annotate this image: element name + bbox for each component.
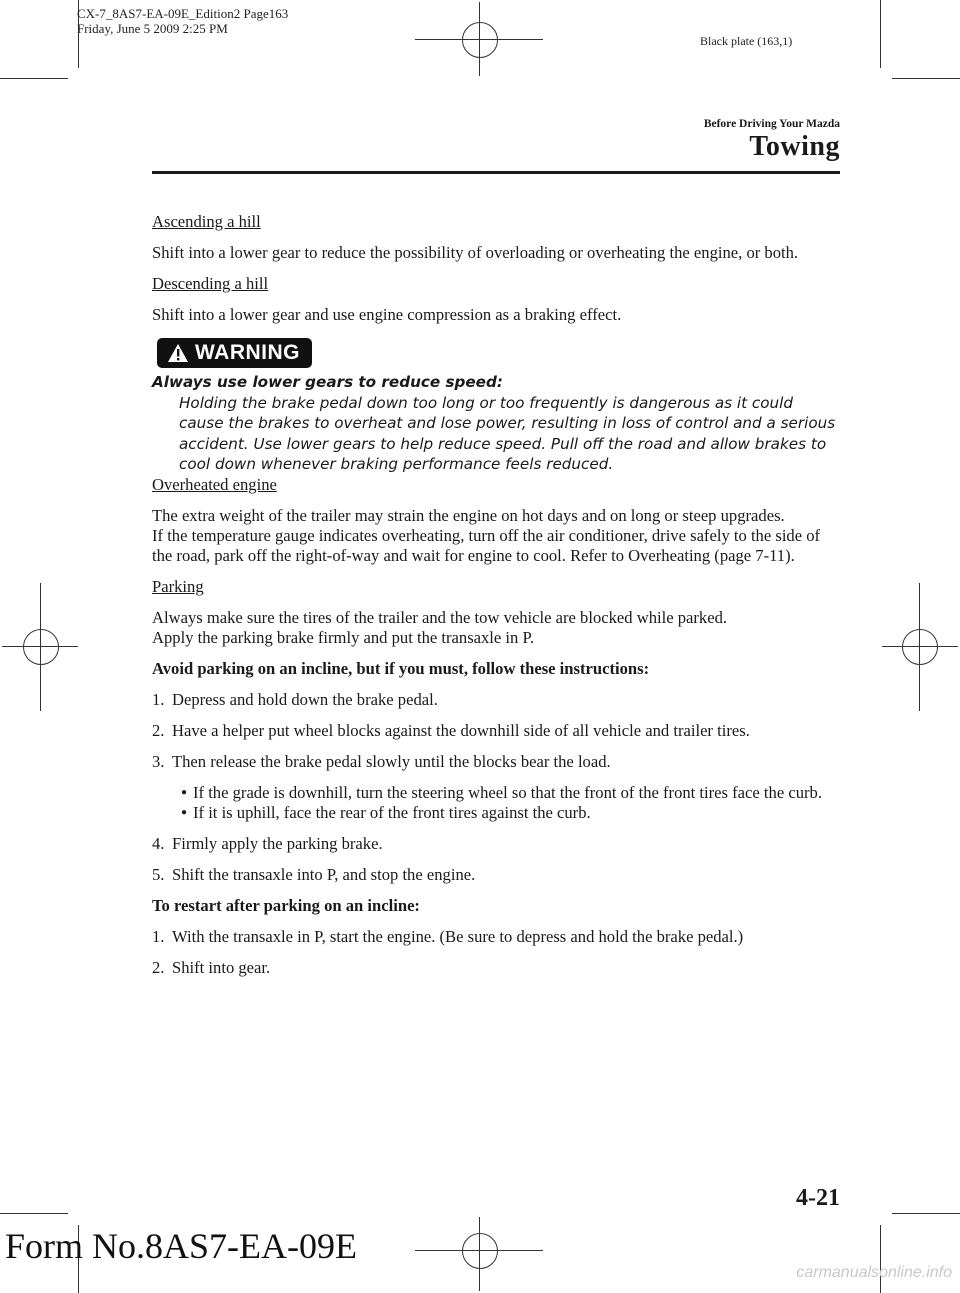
- parking-text-2: Apply the parking brake firmly and put the transaxle in P.: [152, 627, 535, 647]
- step-text: Then release the brake pedal slowly until the blocks bear the load.: [172, 751, 611, 771]
- page-number: 4-21: [796, 1185, 840, 1211]
- step-number: 2.: [152, 957, 165, 977]
- step-text: Depress and hold down the brake pedal.: [172, 689, 438, 709]
- restart-heading: To restart after parking on an incline:: [152, 895, 420, 915]
- bullet-item: [152, 803, 842, 823]
- print-job-file: CX-7_8AS7-EA-09E_Edition2 Page163: [77, 6, 289, 21]
- bullet-text: If the grade is downhill, turn the steering wheel so that the front of the front tires face the curb.: [193, 782, 822, 802]
- header-rule: [152, 171, 840, 174]
- step-text: With the transaxle in P, start the engine. (Be sure to depress and hold the brake pedal.): [172, 926, 744, 946]
- list-item: [152, 865, 842, 885]
- descending-text: Shift into a lower gear and use engine compression as a braking effect.: [152, 305, 622, 324]
- page-title: Towing: [749, 131, 840, 162]
- step-number: 4.: [152, 833, 165, 853]
- plate-info: Black plate (163,1): [700, 34, 793, 48]
- step-number: 2.: [152, 720, 165, 740]
- list-item: [152, 834, 842, 854]
- form-number: Form No.8AS7-EA-09E: [5, 1226, 357, 1266]
- bullet-icon: ●: [181, 806, 188, 818]
- parking-heading: Parking: [152, 576, 204, 596]
- step-text: Firmly apply the parking brake.: [172, 833, 383, 853]
- bullet-item: [152, 783, 842, 803]
- step-text: Shift the transaxle into P, and stop the engine.: [172, 864, 476, 884]
- ascending-text: Shift into a lower gear to reduce the possibility of overloading or overheating the engine, or both.: [152, 243, 799, 262]
- list-item: [152, 958, 842, 978]
- step-number: 1.: [152, 926, 165, 946]
- incline-heading: Avoid parking on an incline, but if you must, follow these instructions:: [152, 658, 650, 678]
- step-text: Have a helper put wheel blocks against the downhill side of all vehicle and trailer tires.: [172, 720, 750, 740]
- list-item: [152, 690, 842, 710]
- overheated-text-2: If the temperature gauge indicates overheating, turn off the air conditioner, drive safely to the side of the road, park off the right-of-way and wait for engine to cool. Refer to Overheating (page 7-11).: [152, 525, 821, 565]
- step-number: 1.: [152, 689, 165, 709]
- step-text: Shift into gear.: [172, 957, 271, 977]
- warning-icon: [167, 343, 189, 363]
- main-content: [152, 212, 842, 978]
- watermark: carmanualsonline.info: [796, 1264, 952, 1281]
- overheated-heading: Overheated engine: [152, 474, 277, 494]
- list-item: [152, 721, 842, 741]
- warning-block: [152, 338, 842, 475]
- bullet-text: If it is uphill, face the rear of the front tires against the curb.: [193, 802, 591, 822]
- overheated-text-1: The extra weight of the trailer may strain the engine on hot days and on long or steep upgrades.: [152, 505, 785, 525]
- step-number: 3.: [152, 751, 165, 771]
- warning-heading: Always use lower gears to reduce speed:: [152, 373, 503, 391]
- parking-text-1: Always make sure the tires of the trailer and the tow vehicle are blocked while parked.: [152, 607, 728, 627]
- warning-label: WARNING: [195, 341, 300, 364]
- list-item: [152, 927, 842, 947]
- warning-body: Holding the brake pedal down too long or too frequently is dangerous as it could cause the brakes to overheat and lose power, resulting in loss of control and a serious accident. Use lower gears to help reduce speed. Pull off the road and allow brakes to cool down whenever braking performance feels reduced.: [179, 393, 836, 473]
- step-number: 5.: [152, 864, 165, 884]
- ascending-heading: Ascending a hill: [152, 212, 261, 231]
- warning-badge: [157, 338, 312, 368]
- print-job-date: Friday, June 5 2009 2:25 PM: [77, 21, 228, 36]
- section-label: Before Driving Your Mazda: [703, 118, 840, 130]
- print-job-info: [77, 6, 288, 36]
- list-item: [152, 752, 842, 772]
- descending-heading: Descending a hill: [152, 274, 269, 293]
- bullet-icon: ●: [181, 786, 188, 798]
